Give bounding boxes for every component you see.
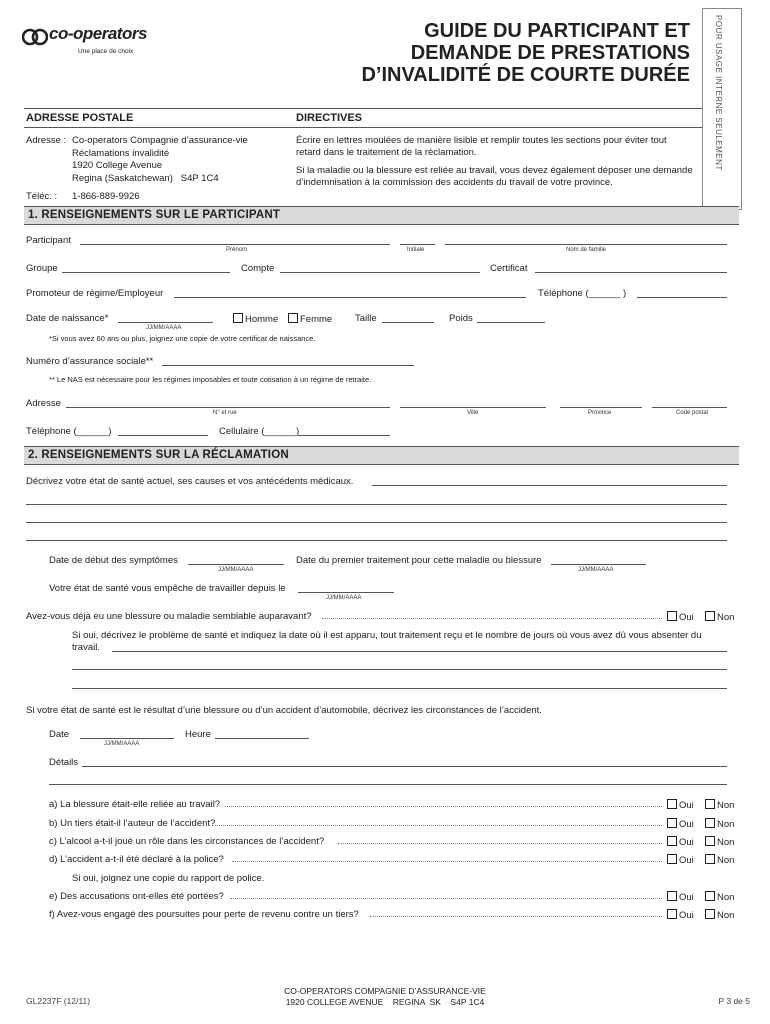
question-a-oui-label: Oui <box>679 800 694 811</box>
province-field[interactable] <box>560 407 642 408</box>
promoteur-field[interactable] <box>174 297 526 298</box>
promoteur-label: Promoteur de régime/Employeur <box>26 288 164 299</box>
femme-option[interactable] <box>288 313 332 325</box>
symptoms-format: JJ/MM/AAAA <box>218 567 254 573</box>
prior-non[interactable] <box>705 611 734 623</box>
question-f-oui-checkbox[interactable] <box>667 909 677 919</box>
rue-field[interactable] <box>66 407 390 408</box>
address-line-1: Co-operators Compagnie d’assurance-vie <box>72 135 248 146</box>
taille-field[interactable] <box>382 322 434 323</box>
telephone-label: Téléphone (______ ) <box>538 288 627 299</box>
certificat-field[interactable] <box>535 272 727 273</box>
dob-field[interactable] <box>118 322 213 323</box>
question-b-dots <box>215 825 662 826</box>
participant-label: Participant <box>26 235 71 246</box>
question-e-dots <box>230 898 662 899</box>
health-field-4[interactable] <box>26 540 727 541</box>
fax-label: Téléc. : <box>26 191 58 202</box>
question-b-non[interactable] <box>705 818 734 830</box>
adresse-label: Adresse <box>26 398 61 409</box>
nas-label: Numéro d’assurance sociale** <box>26 356 154 367</box>
question-c-non-label: Non <box>717 837 735 848</box>
question-d-non[interactable] <box>705 854 734 866</box>
question-c-non[interactable] <box>705 836 734 848</box>
taille-label: Taille <box>355 313 377 324</box>
prior-field-1[interactable] <box>112 651 727 652</box>
footer-company-name: CO-OPERATORS COMPAGNIE D’ASSURANCE-VIE <box>284 986 486 996</box>
prevents-format: JJ/MM/AAAA <box>326 595 362 601</box>
section2-title: 2. RENSEIGNEMENTS SUR LA RÉCLAMATION <box>28 449 289 461</box>
prior-description: Si oui, décrivez le problème de santé et indiquez la date où il est apparu, tout traitement reçu et le nombre de jours où vous avez dû vous absenter du travail. <box>72 630 702 653</box>
internal-use-box <box>702 8 742 210</box>
details-label: Détails <box>49 757 79 768</box>
dob-note: *Si vous avez 60 ans ou plus, joignez une copie de votre certificat de naissance. <box>49 334 316 343</box>
nom-caption: Nom de famille <box>566 247 607 253</box>
header-rule <box>24 108 702 109</box>
title-line-3: D’INVALIDITÉ DE COURTE DURÉE <box>361 64 690 86</box>
logo-tagline: Une place de choix <box>78 48 134 55</box>
nom-field[interactable] <box>445 244 727 245</box>
question-a-non-checkbox[interactable] <box>705 799 715 809</box>
compte-field[interactable] <box>280 272 480 273</box>
section2-header <box>24 446 739 465</box>
question-a: a) La blessure était-elle reliée au travail? <box>49 799 221 810</box>
question-f-non[interactable] <box>705 909 734 921</box>
title-line-2: DEMANDE DE PRESTATIONS <box>410 42 690 64</box>
address-line-3: 1920 College Avenue <box>72 160 163 171</box>
cell-field[interactable] <box>298 435 390 436</box>
symptoms-label: Date de début des symptômes <box>49 555 178 566</box>
accident-time-field[interactable] <box>215 738 309 739</box>
accident-time-label: Heure <box>185 729 211 740</box>
question-f-oui-label: Oui <box>679 910 694 921</box>
question-b-non-label: Non <box>717 819 735 830</box>
question-f: f) Avez-vous engagé des poursuites pour perte de revenu contre un tiers? <box>49 909 359 920</box>
nas-field[interactable] <box>162 365 414 366</box>
symptoms-field[interactable] <box>188 564 284 565</box>
directives-p2: Si la maladie ou la blessure est reliée au travail, vous devez également déposer une demande d’indemnisation à la commission des accidents du travail de votre province. <box>296 165 693 188</box>
nas-note: ** Le NAS est nécessaire pour les régimes imposables et toute cotisation à un régime de retraite. <box>49 375 372 384</box>
question-e-oui[interactable] <box>667 891 694 903</box>
question-b-oui[interactable] <box>667 818 694 830</box>
homme-checkbox[interactable] <box>233 313 243 323</box>
first-treatment-field[interactable] <box>551 564 646 565</box>
homme-label: Homme <box>245 314 279 325</box>
prior-oui-checkbox[interactable] <box>667 611 677 621</box>
address-heading: ADRESSE POSTALE <box>26 112 134 124</box>
question-f-oui[interactable] <box>667 909 694 921</box>
prior-field-3[interactable] <box>72 688 727 689</box>
question-e-non-checkbox[interactable] <box>705 891 715 901</box>
directives-heading: DIRECTIVES <box>296 112 363 124</box>
question-f-non-checkbox[interactable] <box>705 909 715 919</box>
question-c-non-checkbox[interactable] <box>705 836 715 846</box>
header-rule-2 <box>24 127 702 128</box>
tel2-field[interactable] <box>118 435 208 436</box>
footer-company <box>235 986 535 1008</box>
question-c-oui[interactable] <box>667 836 694 848</box>
femme-label: Femme <box>300 314 333 325</box>
question-b: b) Un tiers était-il l’auteur de l’accident? <box>49 818 216 829</box>
groupe-field[interactable] <box>62 272 230 273</box>
tel2-label: Téléphone (______) <box>26 426 112 437</box>
question-a-non-label: Non <box>717 800 735 811</box>
question-a-non[interactable] <box>705 799 734 811</box>
telephone-field[interactable] <box>637 297 727 298</box>
details-field-2[interactable] <box>49 784 727 785</box>
accident-date-format: JJ/MM/AAAA <box>104 741 140 747</box>
ville-field[interactable] <box>400 407 546 408</box>
details-field-1[interactable] <box>82 766 727 767</box>
question-e-non[interactable] <box>705 891 734 903</box>
accident-date-field[interactable] <box>80 738 174 739</box>
prenom-field[interactable] <box>80 244 390 245</box>
logo <box>22 24 172 60</box>
rue-caption: N° et rue <box>213 410 237 416</box>
question-b-oui-checkbox[interactable] <box>667 818 677 828</box>
accident-question: Si votre état de santé est le résultat d’une blessure ou d’un accident d’automobile, décrivez les circonstances de l’accident. <box>26 705 542 716</box>
question-d-oui-checkbox[interactable] <box>667 854 677 864</box>
prevents-field[interactable] <box>298 592 394 593</box>
address-line-2: Réclamations invalidité <box>72 147 170 159</box>
address-lines <box>72 135 248 185</box>
question-a-oui[interactable] <box>667 799 694 811</box>
question-b-non-checkbox[interactable] <box>705 818 715 828</box>
question-c-oui-checkbox[interactable] <box>667 836 677 846</box>
prevents-label: Votre état de santé vous empêche de travailler depuis le <box>49 583 286 594</box>
health-question: Décrivez votre état de santé actuel, ses causes et vos antécédents médicaux. <box>26 476 354 487</box>
prior-question: Avez-vous déjà eu une blessure ou maladie semblable auparavant? <box>26 611 312 622</box>
compte-label: Compte <box>241 263 275 274</box>
first-treatment-label: Date du premier traitement pour cette maladie ou blessure <box>296 555 542 566</box>
question-d-dots <box>232 861 662 862</box>
question-d-oui[interactable] <box>667 854 694 866</box>
first-treatment-format: JJ/MM/AAAA <box>578 567 614 573</box>
prior-dots <box>322 618 662 619</box>
section1-header <box>24 206 739 225</box>
question-e: e) Des accusations ont-elles été portées? <box>49 891 224 902</box>
footer-company-address: 1920 COLLEGE AVENUE REGINA SK S4P 1C4 <box>285 997 485 1007</box>
certificat-label: Certificat <box>490 263 528 274</box>
question-c: c) L’alcool a-t-il joué un rôle dans les circonstances de l’accident? <box>49 836 325 847</box>
poids-field[interactable] <box>477 322 545 323</box>
prior-non-checkbox[interactable] <box>705 611 715 621</box>
homme-option[interactable] <box>233 313 278 325</box>
question-d-note: Si oui, joignez une copie du rapport de police. <box>72 873 265 884</box>
prenom-caption: Prénom <box>226 247 248 253</box>
address-line-4: Regina (Saskatchewan) S4P 1C4 <box>72 172 219 184</box>
question-f-dots <box>370 916 662 917</box>
province-caption: Province <box>588 410 612 416</box>
prior-non-label: Non <box>717 612 735 623</box>
question-e-non-label: Non <box>717 892 735 903</box>
question-a-dots <box>225 806 662 807</box>
initiale-field[interactable] <box>400 244 435 245</box>
code-caption: Code postal <box>676 410 709 416</box>
question-c-oui-label: Oui <box>679 837 694 848</box>
prior-field-2[interactable] <box>72 669 727 670</box>
question-c-dots <box>338 843 662 844</box>
accident-date-label: Date <box>49 729 70 740</box>
femme-checkbox[interactable] <box>288 313 298 323</box>
question-d-non-label: Non <box>717 855 735 866</box>
dob-label: Date de naissance* <box>26 313 109 324</box>
directives-p1: Écrire en lettres moulées de manière lisible et remplir toutes les sections pour éviter tout retard dans le traitement de la réclamation. <box>296 135 667 158</box>
question-d: d) L’accident a-t-il été déclaré à la police? <box>49 854 224 865</box>
question-f-non-label: Non <box>717 910 735 921</box>
page-number: P 3 de 5 <box>718 996 750 1006</box>
health-field-1[interactable] <box>372 485 727 486</box>
form-code: GL2237F (12/11) <box>26 996 91 1006</box>
groupe-label: Groupe <box>26 263 58 274</box>
question-e-oui-checkbox[interactable] <box>667 891 677 901</box>
cell-label: Cellulaire (______) <box>219 426 300 437</box>
question-d-oui-label: Oui <box>679 855 694 866</box>
fax-number: 1-866-889-9926 <box>72 191 140 202</box>
logo-mark-icon <box>22 26 48 48</box>
question-b-oui-label: Oui <box>679 819 694 830</box>
internal-use-label: POUR USAGE INTERNE SEULEMENT <box>714 15 723 171</box>
prior-oui[interactable] <box>667 611 694 623</box>
address-label: Adresse : <box>26 135 67 146</box>
question-d-non-checkbox[interactable] <box>705 854 715 864</box>
form-title <box>361 20 690 86</box>
health-field-2[interactable] <box>26 504 727 505</box>
logo-name: co-operators <box>49 24 147 43</box>
poids-label: Poids <box>449 313 473 324</box>
dob-format: JJ/MM/AAAA <box>146 325 182 331</box>
code-field[interactable] <box>652 407 727 408</box>
ville-caption: Ville <box>467 410 479 416</box>
question-e-oui-label: Oui <box>679 892 694 903</box>
question-a-oui-checkbox[interactable] <box>667 799 677 809</box>
health-field-3[interactable] <box>26 522 727 523</box>
prior-oui-label: Oui <box>679 612 694 623</box>
section1-title: 1. RENSEIGNEMENTS SUR LE PARTICIPANT <box>28 209 281 221</box>
title-line-1: GUIDE DU PARTICIPANT ET <box>424 20 690 42</box>
initiale-caption: Initiale <box>407 247 425 253</box>
